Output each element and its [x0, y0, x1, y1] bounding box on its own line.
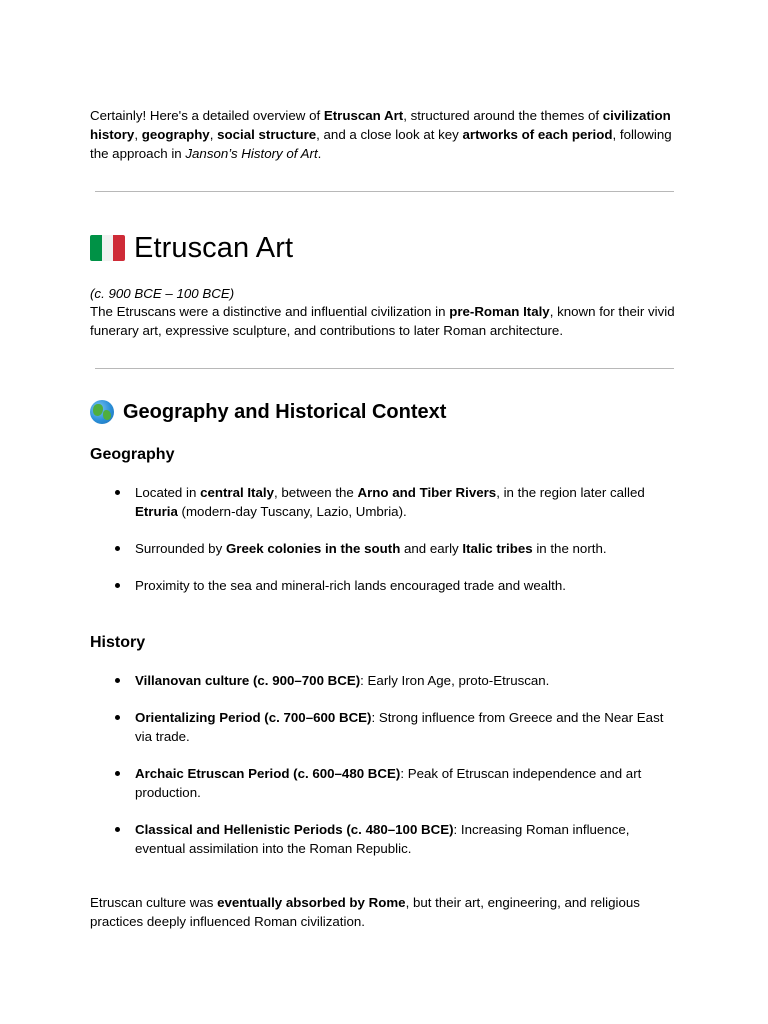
- item-bold: Greek colonies in the south: [225, 541, 401, 556]
- intro-text: ,: [209, 127, 218, 142]
- page-title: [90, 228, 293, 268]
- item-text: : Strong influence from Greece and the Near East via trade.: [135, 710, 664, 744]
- list-item: [90, 708, 680, 746]
- section-title: Geography and Historical Context: [123, 400, 447, 423]
- date-range: (c. 900 BCE – 100 BCE): [90, 286, 235, 301]
- item-text: and early: [400, 541, 463, 556]
- item-bold: Italic tribes: [462, 541, 533, 556]
- divider: [95, 368, 674, 369]
- intro-bold: artworks of each period: [462, 127, 613, 142]
- closing-bold: eventually absorbed by Rome: [217, 895, 406, 910]
- item-bold: Arno and Tiber Rivers: [357, 485, 497, 500]
- item-text: : Early Iron Age, proto-Etruscan.: [360, 673, 550, 688]
- item-text: Located in: [135, 485, 201, 500]
- intro-text: ,: [134, 127, 142, 142]
- closing-text: , but their art, engineering, and religious practices deeply influenced Roman civilization.: [90, 895, 640, 929]
- item-text: Proximity to the sea and mineral-rich lands encouraged trade and wealth.: [135, 578, 566, 593]
- list-item: [90, 483, 680, 521]
- intro-bold: geography: [141, 127, 210, 142]
- item-text: (modern-day Tuscany, Lazio, Umbria).: [177, 504, 407, 519]
- page-title-text: Etruscan Art: [134, 231, 294, 264]
- item-bold: Orientalizing Period (c. 700–600 BCE): [135, 710, 372, 725]
- list-item: [90, 576, 680, 595]
- intro-bold: civilization history: [90, 108, 671, 142]
- item-bold: Archaic Etruscan Period (c. 600–480 BCE): [135, 766, 401, 781]
- overview-bold: pre-Roman Italy: [449, 304, 550, 319]
- item-bold: central Italy: [200, 485, 274, 500]
- history-heading: History: [90, 634, 146, 651]
- intro-text: , structured around the themes of: [403, 108, 603, 123]
- item-text: : Peak of Etruscan independence and art production.: [135, 766, 642, 800]
- closing-paragraph: [90, 893, 680, 931]
- overview-text: , known for their vivid funerary art, expressive sculpture, and contributions to later Roman architecture.: [90, 304, 675, 338]
- intro-text: , and a close look at key: [316, 127, 463, 142]
- list-item: [90, 671, 680, 690]
- item-bold: Classical and Hellenistic Periods (c. 480–100 BCE): [135, 822, 454, 837]
- overview-paragraph: [90, 302, 680, 340]
- intro-text: , following the approach in: [90, 127, 672, 161]
- history-list: [90, 671, 680, 876]
- intro-bold: social structure: [217, 127, 317, 142]
- globe-icon: [90, 400, 114, 424]
- intro-text: .: [317, 146, 322, 161]
- list-item: [90, 820, 680, 858]
- item-text: , between the: [273, 485, 358, 500]
- item-text: in the north.: [532, 541, 607, 556]
- list-item: [90, 764, 680, 802]
- closing-text: Etruscan culture was: [90, 895, 218, 910]
- item-text: Surrounded by: [135, 541, 226, 556]
- item-bold: Etruria: [135, 504, 178, 519]
- geography-list: [90, 483, 680, 595]
- divider: [95, 191, 674, 192]
- italy-flag-icon: [90, 235, 125, 261]
- overview-text: The Etruscans were a distinctive and influential civilization in: [90, 304, 450, 319]
- intro-italic: Janson’s History of Art: [185, 146, 318, 161]
- section-heading: [90, 398, 446, 426]
- intro-text: Certainly! Here's a detailed overview of: [90, 108, 324, 123]
- item-text: , in the region later called: [496, 485, 645, 500]
- list-item: [90, 539, 680, 558]
- intro-bold: Etruscan Art: [323, 108, 404, 123]
- item-text: : Increasing Roman influence, eventual assimilation into the Roman Republic.: [135, 822, 630, 856]
- geography-heading: Geography: [90, 446, 175, 463]
- item-bold: Villanovan culture (c. 900–700 BCE): [135, 673, 361, 688]
- intro-paragraph: [90, 106, 680, 163]
